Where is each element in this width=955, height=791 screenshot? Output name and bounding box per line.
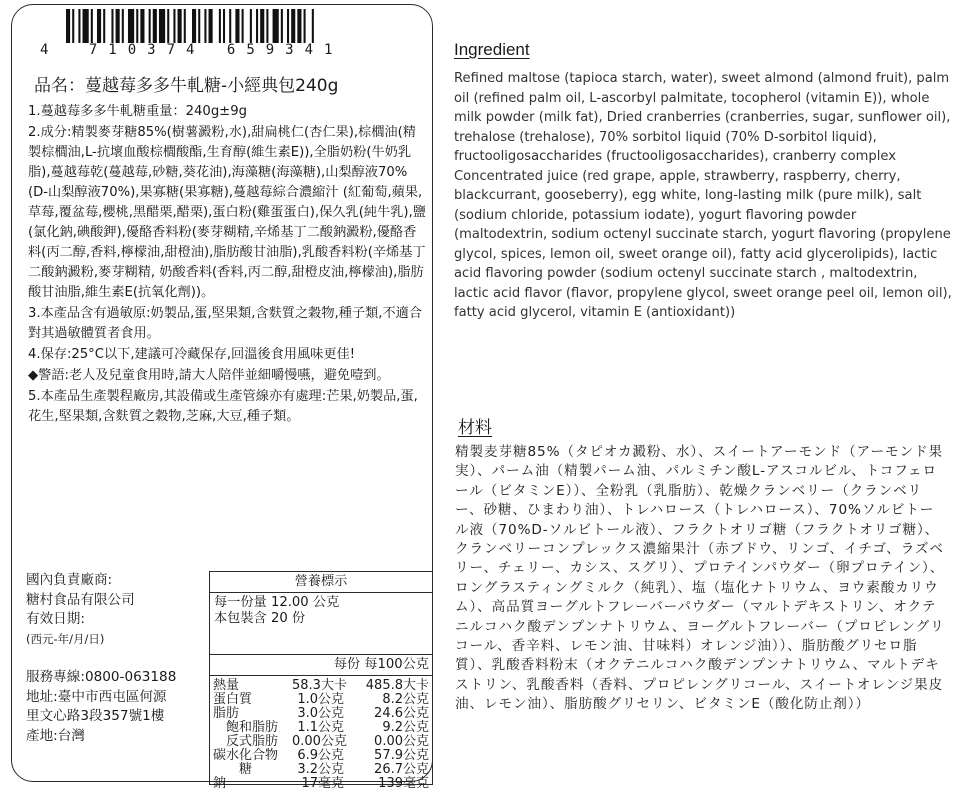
clause-facility: 5.本產品生產製程廠房,其設備或生產管線亦有處理:芒果,奶製品,蛋,花生,堅果類,含麩質之穀物,芝麻,大豆,種子類。 bbox=[28, 389, 418, 424]
nutrition-row bbox=[210, 679, 432, 693]
per-100g-value: 26.7公克 bbox=[374, 762, 429, 777]
barcode-bar bbox=[136, 9, 138, 43]
nutrition-facts bbox=[209, 571, 433, 791]
address-line-2: 里文心路3段357號1樓 bbox=[26, 708, 165, 724]
per-serving-value: 0.00公克 bbox=[292, 734, 347, 749]
per-serving-value: 6.9公克 bbox=[297, 748, 344, 763]
nutrient-name: 碳水化合物 bbox=[213, 748, 279, 763]
barcode-bar bbox=[140, 9, 144, 43]
japanese-ingredient-heading: 材料 bbox=[458, 418, 492, 437]
nutrition-row bbox=[210, 707, 432, 721]
per-serving-value: 58.3大卡 bbox=[292, 678, 347, 693]
barcode-digit-prefix: 4 bbox=[40, 42, 60, 58]
barcode-bar bbox=[91, 9, 93, 43]
barcode-bar bbox=[103, 9, 105, 43]
barcode-digits-right: 659341 bbox=[226, 42, 344, 58]
manufacturer-label: 國內負責廠商: bbox=[26, 572, 113, 588]
barcode-bar bbox=[122, 9, 124, 43]
barcode-bar bbox=[260, 9, 264, 43]
barcode-bar bbox=[219, 9, 221, 43]
barcode-bar bbox=[159, 9, 165, 43]
per-100g-value: 57.9公克 bbox=[374, 748, 429, 763]
barcode-bar bbox=[167, 9, 169, 43]
per-serving-value: 3.0公克 bbox=[297, 706, 344, 721]
product-name: 品名：蔓越莓多多牛軋糖-小經典包240g bbox=[34, 76, 339, 96]
barcode-bar bbox=[235, 9, 239, 43]
nutrition-row bbox=[210, 749, 432, 763]
per-serving-value: 1.1公克 bbox=[297, 720, 344, 735]
per-100g-value: 9.2公克 bbox=[382, 720, 429, 735]
expiry-label: 有效日期: bbox=[26, 611, 85, 627]
address-line-1: 地址:臺中市西屯區何源 bbox=[26, 688, 167, 705]
per-serving-value: 1.0公克 bbox=[297, 692, 344, 707]
product-label bbox=[11, 4, 433, 791]
barcode-bar bbox=[250, 9, 252, 43]
barcode-digits-left: 710374 bbox=[88, 42, 206, 58]
nutrient-name: 糖 bbox=[213, 762, 253, 777]
per-100g-value: 139毫克 bbox=[378, 776, 429, 791]
nutrition-row bbox=[210, 693, 432, 707]
clause-net-weight: 1.蔓越莓多多牛軋糖重量：240g±9g bbox=[28, 104, 247, 119]
barcode-bar bbox=[273, 9, 279, 43]
barcode-bar bbox=[287, 9, 289, 43]
per-100g-value: 485.8大卡 bbox=[365, 678, 429, 693]
barcode-bar bbox=[242, 9, 244, 43]
english-ingredient-text: Refined maltose (tapioca starch, water), sweet almond (almond fruit), palm oil (refined palm oil, L-ascorbyl palmitate, tocopherol (vitamin E)), whole milk powder (milk fat), Dried cranberries (cranberries, sugar, sunflower oil), trehalose (trehalose), 70% sorbitol liquid (70% D-sorbitol liquid), fructooligosaccharides (fructooligosaccharides), cranberry complex Concentrated juice (red grape, apple, strawberry, raspberry, cherry, blackcurrant, gooseberry), egg white, long-lasting milk (pure milk), salt (sodium chloride, potassium iodate), yogurt flavoring powder (maltodextrin, sodium octenyl succinate starch, yogurt flavoring (propylene glycol, spices, lemon oil, sweet orange oil), fatty acid glycerolipids), lactic acid flavoring powder (sodium octenyl succinate starch , maltodextrin, lactic acid flavor (flavor, propylene glycol, sweet orange peel oil, lemon oil), fatty acid glycerol, vitamin E (antioxidant)) bbox=[454, 71, 952, 320]
nutrition-title: 營養標示 bbox=[210, 572, 432, 593]
barcode-bars bbox=[66, 9, 318, 43]
label-clauses bbox=[28, 102, 426, 427]
barcode-bar bbox=[209, 9, 213, 43]
barcode-bar bbox=[149, 9, 151, 43]
barcode-bar bbox=[173, 9, 175, 43]
barcode-bar bbox=[83, 9, 89, 43]
origin: 產地:台灣 bbox=[26, 727, 85, 744]
barcode-bar bbox=[256, 9, 258, 43]
nutrient-name: 脂肪 bbox=[213, 706, 240, 721]
barcode-bar bbox=[192, 9, 196, 43]
nutrition-row bbox=[210, 735, 432, 749]
nutrient-name: 蛋白質 bbox=[213, 692, 253, 707]
barcode-bar bbox=[297, 9, 301, 43]
expiry-format: (西元-年/月/日) bbox=[26, 631, 105, 646]
nutrition-row bbox=[210, 763, 432, 777]
per-100g-value: 0.00公克 bbox=[374, 734, 429, 749]
nutrient-name: 熱量 bbox=[213, 678, 240, 693]
nutrient-name: 反式脂肪 bbox=[213, 734, 279, 749]
barcode-bar bbox=[223, 9, 225, 43]
barcode-bar bbox=[116, 9, 120, 43]
barcode-bar bbox=[304, 9, 306, 43]
barcode-bar bbox=[128, 9, 134, 43]
barcode-bar bbox=[72, 9, 74, 43]
manufacturer-info bbox=[26, 571, 211, 746]
servings-per-package: 本包裝含 20 份 bbox=[214, 610, 306, 626]
nutrient-name: 鈉 bbox=[213, 776, 227, 791]
barcode-bar bbox=[312, 9, 314, 43]
barcode-bar bbox=[281, 9, 283, 43]
barcode-bar bbox=[184, 9, 186, 43]
clause-ingredients: 2.成分:精製麥芽糖85%(樹薯澱粉,水),甜扁桃仁(杏仁果),棕櫚油(精製棕櫚油,L-抗壞血酸棕櫚酸酯,生育醇(維生素E)),全脂奶粉(牛奶乳脂),蔓越莓乾(蔓越莓,砂糖,葵花油),海藻糖(海藻糖),山梨醇液70% (D-山梨醇液70%),果寡糖(果寡糖),蔓越莓綜合濃縮汁 (紅葡萄,蘋果,草莓,覆盆莓,櫻桃,黑醋栗,醋栗),蛋白粉(雞蛋蛋白),保久乳(純牛乳),鹽(氯化鈉,碘酸鉀),優酪香料粉(麥芽糊精,辛烯基丁二酸鈉澱粉,優酪香料(丙二醇,香料,檸檬油,甜橙油),脂肪酸甘油脂),乳酸香料粉(辛烯基丁二酸鈉澱粉,麥芽糊精, 奶酸香料(香料,丙二醇,甜橙皮油,檸檬油),脂肪酸甘油脂,維生素E(抗氧化劑))。 bbox=[28, 125, 426, 300]
barcode bbox=[40, 7, 344, 63]
barcode-bar bbox=[78, 9, 80, 43]
per-serving-value: 17毫克 bbox=[301, 776, 344, 791]
clause-allergens: 3.本產品含有過敏原:奶製品,蛋,堅果類,含麩質之穀物,種子類,不適合對其過敏體質者食用。 bbox=[28, 306, 423, 341]
per-100g-value: 8.2公克 bbox=[382, 692, 429, 707]
barcode-bar bbox=[266, 9, 268, 43]
nutrition-rows bbox=[210, 676, 432, 791]
barcode-bar bbox=[153, 9, 157, 43]
nutrition-row bbox=[210, 721, 432, 735]
nutrition-row bbox=[210, 777, 432, 791]
japanese-ingredient-text: 精製麦芽糖85%（タピオカ澱粉、水）、スイートアーモンド（アーモンド果実）、パーム油（精製パーム油、パルミチン酸L-アスコルビル、トコフェロール（ビタミンE））、全粉乳（乳脂肪）、乾燥クランベリー（クランベリー、砂糖、ひまわり油）、トレハロース（トレハロース）、70%ソルビトール液（70%D-ソルビトール液）、フラクトオリゴ糖（フラクトオリゴ糖）、クランベリーコンプレックス濃縮果汁（赤ブドウ、リンゴ、イチゴ、ラズベリー、チェリー、カシス、スグリ）、プロテインパウダー（卵プロテイン）、ロングラスティングミルク（純乳）、塩（塩化ナトリウム、ヨウ素酸カリウム）、高品質ヨーグルトフレーバーパウダー（マルトデキストリン、オクテニルコハク酸デンプンナトリウム、ヨーグルトフレーバー（プロピレングリコール、香辛料、レモン油、甘味料）オレンジ油））、脂肪酸グリセロ脂質）、乳酸香料粉末（オクテニルコハク酸デンプンナトリウム、マルトデキストリン、乳酸香料（香料、プロピレングリコール、スイートオレンジ果皮油、レモン油）、脂肪酸グリセリン、ビタミンE（酸化防止剤）） bbox=[455, 444, 945, 713]
barcode-bar bbox=[198, 9, 200, 43]
service-hotline: 服務專線:0800-063188 bbox=[26, 669, 177, 685]
english-ingredient-heading: Ingredient bbox=[454, 40, 530, 59]
barcode-bar bbox=[204, 9, 206, 43]
per-serving-value: 3.2公克 bbox=[297, 762, 344, 777]
serving-size: 每一份量 12.00 公克 bbox=[214, 595, 340, 610]
clause-storage: 4.保存:25°C以下,建議可冷藏保存,回溫後食用風味更佳! bbox=[28, 347, 356, 362]
nutrition-column-header: 每份 每100公克 bbox=[210, 654, 432, 676]
barcode-bar bbox=[66, 9, 70, 43]
barcode-bar bbox=[111, 9, 113, 43]
barcode-bar bbox=[178, 9, 182, 43]
barcode-bar bbox=[291, 9, 295, 43]
clause-warning: ◆警語:老人及兒童食用時,請大人陪伴並細嚼慢嚥，避免噎到。 bbox=[28, 368, 390, 383]
per-100g-value: 24.6公克 bbox=[374, 706, 429, 721]
nutrient-name: 飽和脂肪 bbox=[213, 720, 279, 735]
barcode-bar bbox=[229, 9, 231, 43]
manufacturer-name: 糖村食品有限公司 bbox=[26, 591, 135, 608]
barcode-bar bbox=[97, 9, 101, 43]
